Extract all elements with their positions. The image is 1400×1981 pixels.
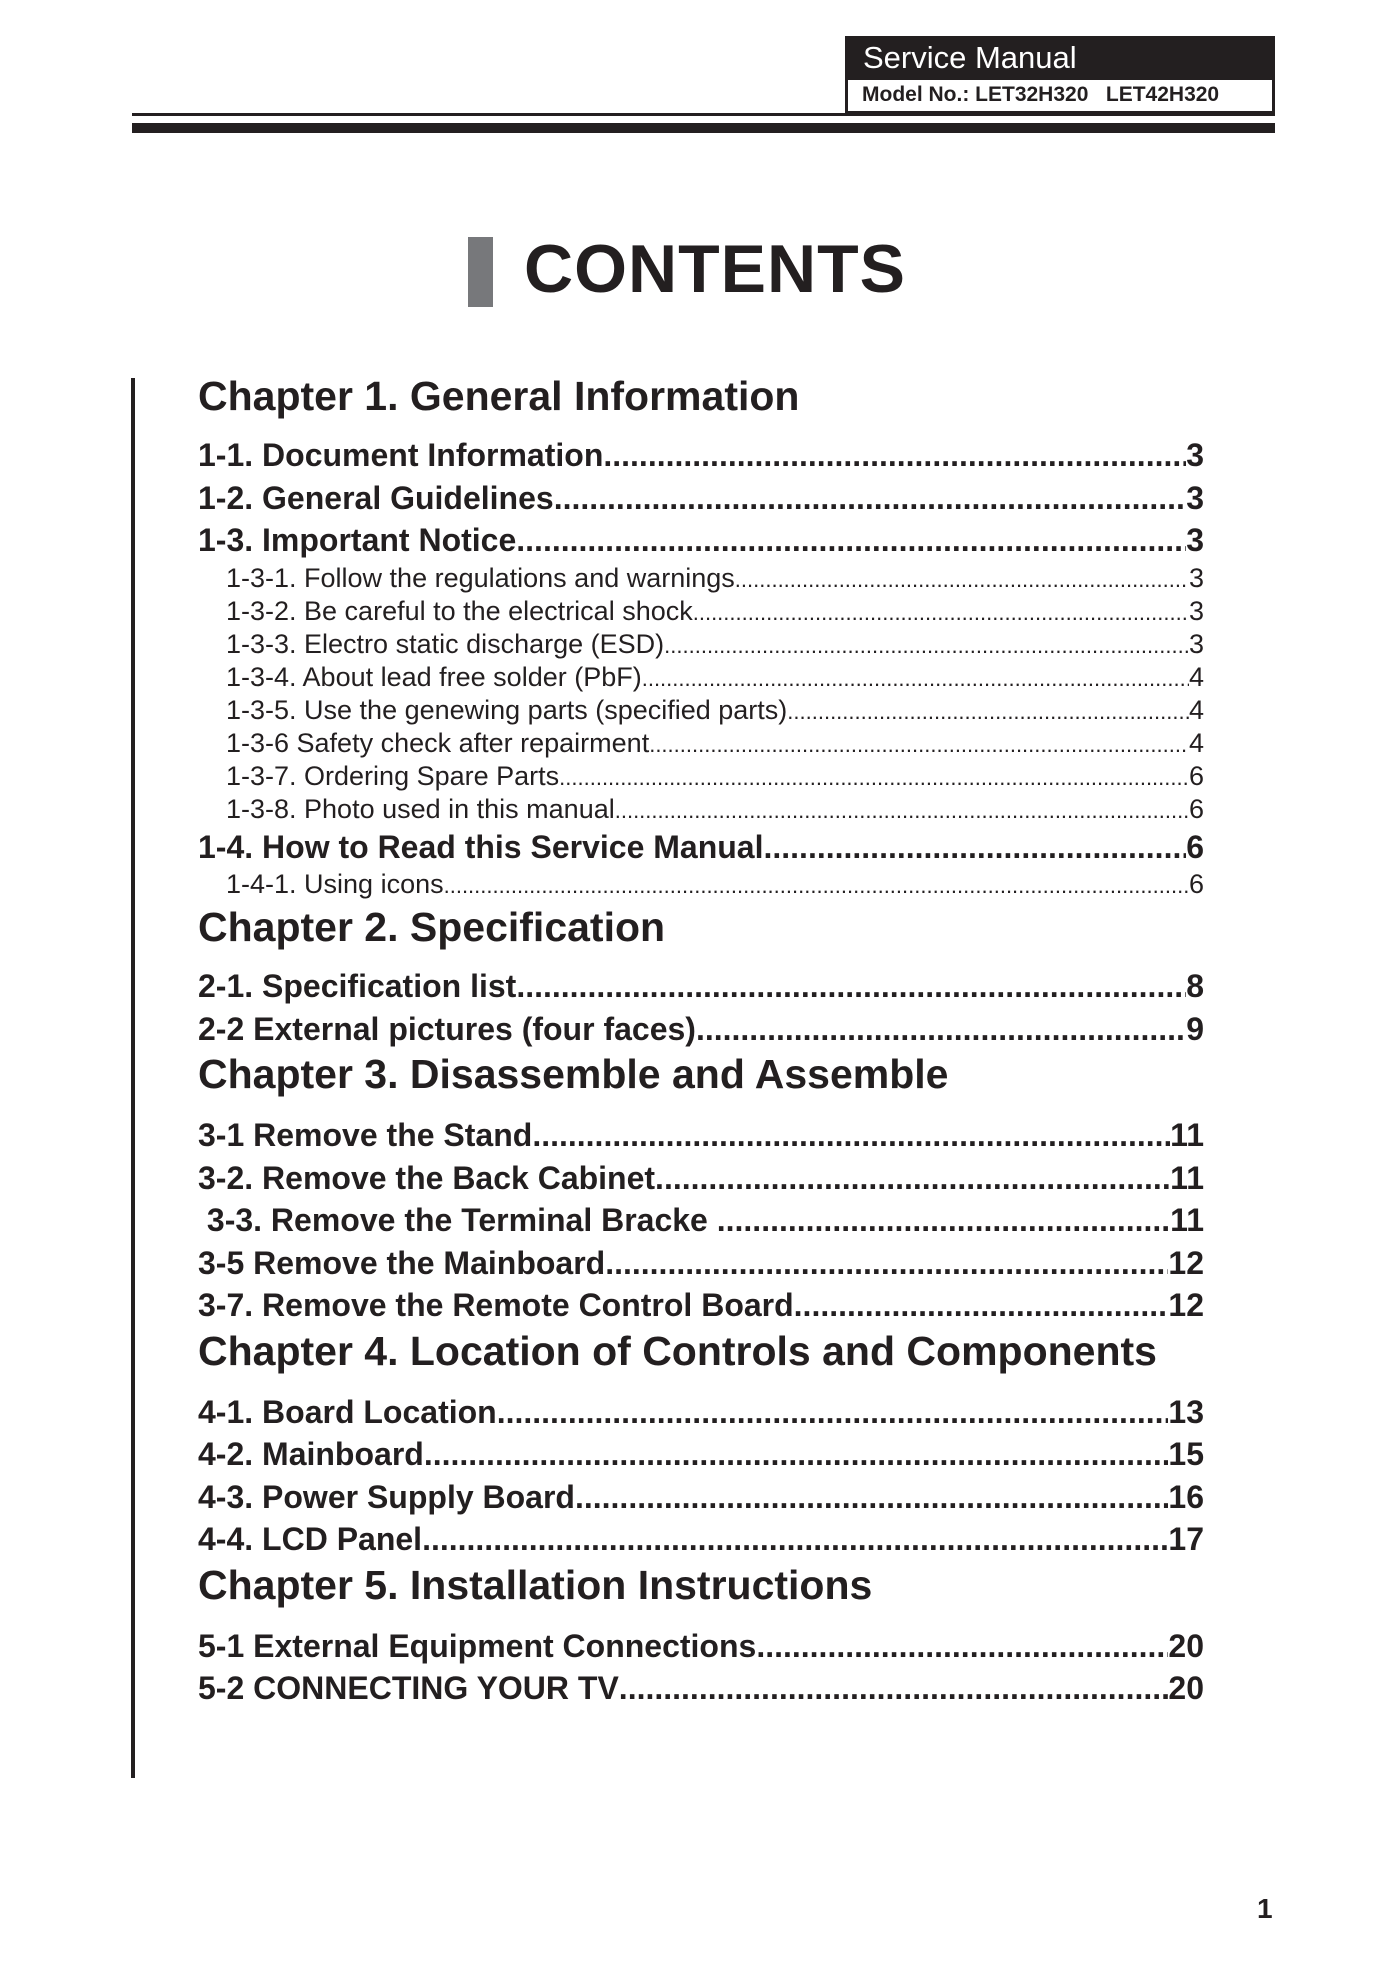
- toc-entry-page: 11: [1170, 1117, 1204, 1153]
- toc-entry[interactable]: [198, 965, 1204, 1008]
- toc-entry-page: 12: [1168, 1244, 1204, 1281]
- toc-entry-page: 3: [1186, 522, 1204, 558]
- toc-entry-title: 1-3-1. Follow the regulations and warnings: [226, 562, 735, 593]
- toc-entry-title: 3-3. Remove the Terminal Bracke: [198, 1202, 717, 1238]
- toc-subentry[interactable]: [198, 694, 1204, 727]
- toc-entry-page: 4: [1188, 661, 1204, 692]
- chapter-heading: Chapter 2. Specification: [198, 904, 666, 950]
- leader-dots: [444, 869, 1189, 902]
- leader-dots: [649, 728, 1189, 761]
- leader-dots: [615, 794, 1189, 827]
- toc-entry[interactable]: [198, 1433, 1204, 1476]
- toc-entry-title: 5-2 CONNECTING YOUR TV: [198, 1670, 619, 1706]
- page-title: CONTENTS: [524, 231, 906, 307]
- toc-entry[interactable]: [198, 519, 1204, 562]
- toc-entry-page: 3: [1188, 628, 1204, 659]
- toc-entry-page: 17: [1168, 1521, 1204, 1557]
- toc-entry[interactable]: [198, 1667, 1204, 1710]
- toc-entry-title: 1-3-5. Use the genewing parts (specified parts): [226, 694, 788, 725]
- toc-entry[interactable]: [198, 1114, 1204, 1157]
- toc-entry-title: 3-5 Remove the Mainboard: [198, 1244, 606, 1281]
- header-title: Service Manual: [845, 36, 1275, 80]
- toc-subentry[interactable]: [198, 760, 1204, 793]
- toc-entry-page: 6: [1186, 828, 1204, 865]
- toc-subentry[interactable]: [198, 628, 1204, 661]
- toc-entry-page: 3: [1186, 437, 1204, 473]
- toc-entry-title: 1-4-1. Using icons: [226, 869, 444, 899]
- toc-entry[interactable]: [198, 1625, 1204, 1668]
- chapter-heading: Chapter 1. General Information: [198, 373, 800, 419]
- leader-dots: [554, 477, 1187, 520]
- toc-entry-title: 4-3. Power Supply Board: [198, 1478, 575, 1515]
- toc-entry-title: 3-7. Remove the Remote Control Board: [198, 1287, 794, 1323]
- toc-entry-title: 4-4. LCD Panel: [198, 1521, 423, 1557]
- toc-entry-title: 3-1 Remove the Stand: [198, 1117, 533, 1153]
- leader-dots: [794, 1284, 1169, 1327]
- toc-entry-page: 8: [1186, 968, 1204, 1004]
- toc-entry-title: 1-1. Document Information: [198, 437, 604, 473]
- leader-dots: [516, 965, 1186, 1008]
- leader-dots: [516, 519, 1186, 562]
- toc-entry-title: 5-1 External Equipment Connections: [198, 1627, 757, 1664]
- toc-entry-page: 6: [1188, 760, 1204, 791]
- toc-entry-page: 4: [1188, 727, 1204, 758]
- leader-dots: [603, 434, 1186, 477]
- leader-dots: [642, 662, 1189, 695]
- leader-dots: [422, 1518, 1168, 1561]
- toc-entry-title: 1-3-8. Photo used in this manual: [226, 793, 615, 824]
- toc-entry-page: 11: [1170, 1202, 1204, 1238]
- leader-dots: [717, 1199, 1170, 1242]
- toc-entry[interactable]: [198, 434, 1204, 477]
- toc-entry-title: 1-4. How to Read this Service Manual: [198, 828, 764, 865]
- toc-entry-title: 2-2 External pictures (four faces): [198, 1010, 696, 1047]
- toc-entry-page: 4: [1188, 694, 1204, 725]
- toc-entry-title: 4-2. Mainboard: [198, 1436, 424, 1472]
- toc-entry-title: 3-2. Remove the Back Cabinet: [198, 1159, 656, 1196]
- toc-entry-page: 6: [1188, 793, 1204, 824]
- toc-entry-title: 1-2. General Guidelines: [198, 479, 554, 516]
- toc-entry-title: 4-1. Board Location: [198, 1393, 497, 1430]
- header-rule-thick: [132, 123, 1275, 133]
- leader-dots: [559, 761, 1189, 794]
- leader-dots: [693, 596, 1189, 629]
- toc-entry[interactable]: [198, 1157, 1204, 1200]
- toc-entry-page: 20: [1168, 1670, 1204, 1706]
- toc-subentry[interactable]: [198, 661, 1204, 694]
- toc-entry-page: 3: [1188, 562, 1204, 593]
- leader-dots: [756, 1625, 1168, 1668]
- leader-dots: [664, 629, 1189, 662]
- header-model: Model No.: LET32H320 LET42H320: [845, 80, 1275, 114]
- header-box: [845, 36, 1275, 114]
- toc-entry-title: 1-3. Important Notice: [198, 522, 517, 558]
- header-rule-thin: [132, 113, 1275, 116]
- toc-entry[interactable]: [198, 1008, 1204, 1051]
- toc-entry-title: 1-3-2. Be careful to the electrical shock: [226, 595, 693, 626]
- toc-entry[interactable]: [198, 477, 1204, 520]
- toc-entry-title: 1-3-6 Safety check after repairment: [226, 727, 650, 758]
- title-marker: [468, 237, 493, 307]
- leader-dots: [532, 1114, 1170, 1157]
- toc-subentry[interactable]: [198, 793, 1204, 826]
- toc-entry-page: 3: [1188, 595, 1204, 626]
- leader-dots: [787, 695, 1189, 728]
- toc-entry-page: 20: [1168, 1627, 1204, 1664]
- toc-entry[interactable]: [198, 1391, 1204, 1434]
- toc-entry-title: 1-3-7. Ordering Spare Parts: [226, 760, 560, 791]
- toc-entry-page: 12: [1168, 1287, 1204, 1323]
- toc-entry[interactable]: [198, 1242, 1204, 1285]
- leader-dots: [424, 1433, 1169, 1476]
- toc-subentry[interactable]: [198, 595, 1204, 628]
- chapter-heading: Chapter 4. Location of Controls and Components: [198, 1327, 1157, 1374]
- toc-entry[interactable]: [198, 1199, 1204, 1242]
- toc-subentry[interactable]: [198, 727, 1204, 760]
- toc-entry-title: 2-1. Specification list: [198, 968, 517, 1004]
- toc-entry[interactable]: [198, 1476, 1204, 1519]
- toc-entry-page: 3: [1186, 479, 1204, 516]
- toc-entry-page: 13: [1168, 1393, 1204, 1430]
- page-number: 1: [1257, 1893, 1273, 1924]
- leader-dots: [696, 1008, 1186, 1051]
- toc-entry-title: 1-3-3. Electro static discharge (ESD): [226, 628, 665, 659]
- toc-entry-title: 1-3-4. About lead free solder (PbF): [226, 661, 642, 692]
- leader-dots: [605, 1242, 1168, 1285]
- chapter-heading: Chapter 5. Installation Instructions: [198, 1561, 873, 1608]
- left-vertical-rule: [131, 378, 135, 1778]
- toc-entry-page: 9: [1186, 1010, 1204, 1047]
- toc-subentry[interactable]: [198, 868, 1204, 901]
- chapter-heading: Chapter 3. Disassemble and Assemble: [198, 1051, 949, 1097]
- table-of-contents: [198, 372, 1204, 1710]
- toc-entry[interactable]: [198, 1284, 1204, 1327]
- leader-dots: [735, 563, 1189, 596]
- leader-dots: [497, 1391, 1169, 1434]
- leader-dots: [619, 1667, 1169, 1710]
- leader-dots: [575, 1476, 1168, 1519]
- toc-subentry[interactable]: [198, 562, 1204, 595]
- leader-dots: [655, 1157, 1170, 1200]
- toc-entry-page: 6: [1188, 869, 1204, 899]
- toc-entry[interactable]: [198, 1518, 1204, 1561]
- leader-dots: [763, 826, 1186, 869]
- toc-entry-page: 16: [1168, 1478, 1204, 1515]
- toc-entry-page: 15: [1168, 1436, 1204, 1472]
- toc-entry-page: 11: [1170, 1159, 1204, 1196]
- toc-entry[interactable]: [198, 826, 1204, 869]
